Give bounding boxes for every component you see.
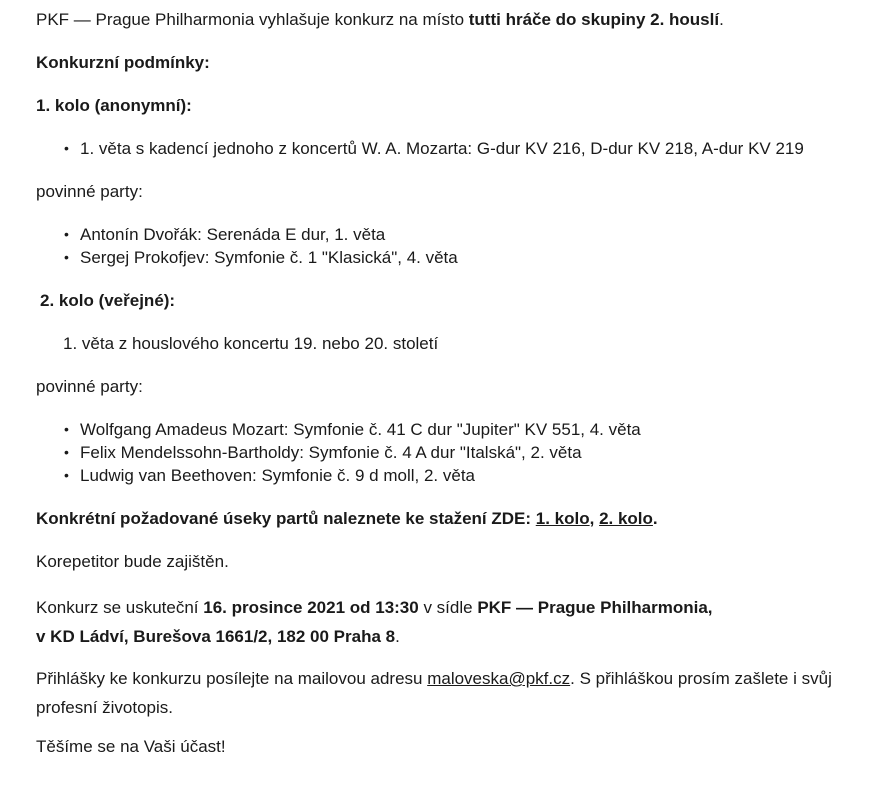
download-paragraph bbox=[36, 507, 846, 530]
download-round2-link[interactable]: 2. kolo bbox=[599, 509, 653, 528]
venue-end: . bbox=[395, 627, 400, 646]
accompanist-paragraph: Korepetitor bude zajištěn. bbox=[36, 552, 229, 571]
application-paragraph bbox=[36, 664, 846, 722]
download-round1-link[interactable]: 1. kolo bbox=[535, 509, 590, 528]
round2-mandatory-list bbox=[36, 418, 846, 487]
application-text-1: Přihlášky ke konkurzu posílejte na mailovou adresu bbox=[36, 669, 428, 688]
intro-position: tutti hráče do skupiny 2. houslí bbox=[468, 10, 720, 29]
round1-mandatory-list bbox=[36, 223, 846, 269]
round1-list bbox=[36, 137, 846, 160]
venue-text-2: v sídle bbox=[418, 598, 478, 617]
email-link[interactable]: maloveska@pkf.cz bbox=[427, 669, 571, 688]
venue-place-1: PKF — Prague Philharmonia, bbox=[477, 598, 713, 617]
venue-paragraph bbox=[36, 593, 846, 651]
venue-text-1: Konkurz se uskuteční bbox=[36, 598, 204, 617]
venue-place-2: v KD Ládví, Burešova 1661/2, 182 00 Praha 8 bbox=[36, 627, 396, 646]
round1-item: • 1. věta s kadencí jednoho z koncertů W. A. Mozarta: G-dur KV 216, D-dur KV 218, A-dur KV 219 bbox=[80, 137, 846, 160]
intro-paragraph bbox=[36, 8, 846, 31]
intro-end: . bbox=[719, 10, 724, 29]
download-end: . bbox=[652, 509, 658, 528]
application-text-2: . S přihláškou prosím zašlete i svůj profesní životopis. bbox=[36, 669, 832, 717]
download-sep: , bbox=[589, 509, 600, 528]
round2-heading: 2. kolo (veřejné): bbox=[40, 291, 176, 310]
venue-date: 16. prosince 2021 od 13:30 bbox=[203, 598, 419, 617]
round2-mandatory-item: • Ludwig van Beethoven: Symfonie č. 9 d moll, 2. věta bbox=[80, 464, 846, 487]
round1-mandatory-label: povinné party: bbox=[36, 182, 143, 201]
round2-mandatory-item: • Felix Mendelssohn-Bartholdy: Symfonie č. 4 A dur "Italská", 2. věta bbox=[80, 441, 846, 464]
conditions-heading: Konkurzní podmínky: bbox=[36, 53, 210, 72]
round2-mandatory-item: • Wolfgang Amadeus Mozart: Symfonie č. 41 C dur "Jupiter" KV 551, 4. věta bbox=[80, 418, 846, 441]
intro-text: PKF — Prague Philharmonia vyhlašuje konkurz na místo bbox=[36, 10, 469, 29]
round2-text: 1. věta z houslového koncertu 19. nebo 20. století bbox=[63, 334, 439, 353]
round2-mandatory-label: povinné party: bbox=[36, 377, 143, 396]
closing-paragraph: Těšíme se na Vaši účast! bbox=[36, 737, 226, 756]
round1-heading: 1. kolo (anonymní): bbox=[36, 96, 192, 115]
round1-mandatory-item: • Antonín Dvořák: Serenáda E dur, 1. věta bbox=[80, 223, 846, 246]
round1-mandatory-item: • Sergej Prokofjev: Symfonie č. 1 "Klasická", 4. věta bbox=[80, 246, 846, 269]
download-text: Konkrétní požadované úseky partů naleznete ke stažení ZDE: bbox=[36, 509, 536, 528]
